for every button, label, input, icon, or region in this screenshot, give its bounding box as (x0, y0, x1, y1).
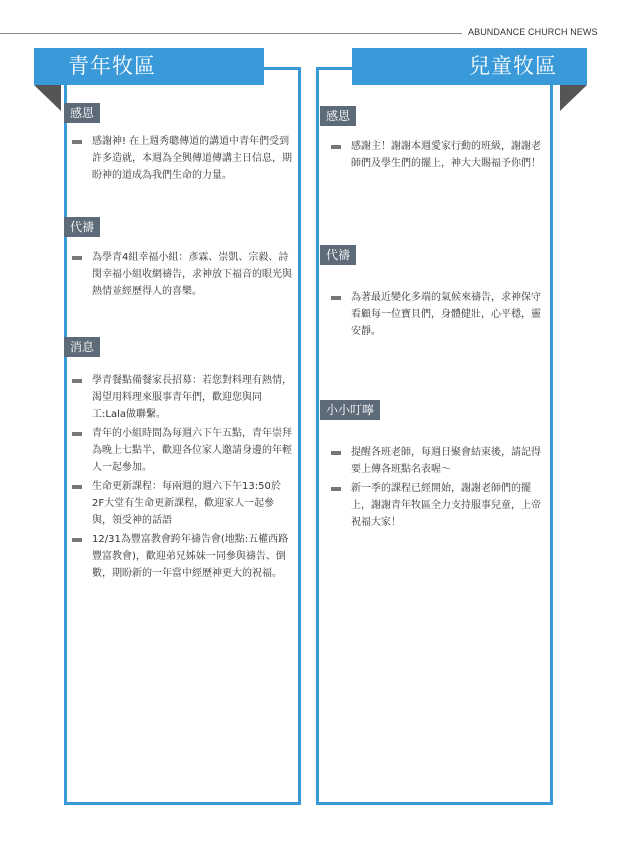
list-item: 學青餐點備餐家長招募：若您對料理有熱情，渴望用料理來服事青年們，歡迎您與同工:Lala做聯繫。 (72, 372, 292, 423)
bullet-icon (331, 487, 341, 491)
youth-news-list (72, 372, 292, 584)
list-item: 12/31為豐富教會跨年禱告會(地點:五權西路豐富教會)，歡迎弟兄姊妹一同參與禱告、倒數，期盼新的一年當中經歷神更大的祝福。 (72, 531, 292, 582)
children-reminder-list (331, 444, 549, 533)
youth-prayer-tag: 代禱 (64, 217, 100, 237)
list-item: 新一季的課程已經開始，謝謝老師們的擺上，謝謝青年牧區全力支持服事兒童，上帝祝福大家！ (331, 480, 549, 531)
youth-banner-title: 青年牧區 (34, 48, 264, 85)
youth-news-tag: 消息 (64, 337, 100, 357)
list-item: 生命更新課程：每兩週的週六下午13:50於2F大堂有生命更新課程，歡迎家人一起參與，領受神的話語 (72, 478, 292, 529)
list-item: 為著最近變化多端的氣候來禱告，求神保守看顧每一位寶貝們，身體健壯，心平穩，靈安靜。 (331, 289, 549, 340)
children-prayer-tag: 代禱 (320, 245, 356, 265)
bullet-icon (72, 432, 82, 436)
bullet-icon (331, 451, 341, 455)
list-item: 青年的小組時間為每週六下午五點，青年崇拜為晚上七點半，歡迎各位家人邀請身邊的年輕人一起參加。 (72, 425, 292, 476)
children-thanks-list (331, 138, 549, 174)
list-item: 感謝主！謝謝本週愛家行動的班級，謝謝老師們及學生們的擺上，神大大賜福予你們！ (331, 138, 549, 172)
bullet-icon (72, 538, 82, 542)
children-reminder-tag: 小小叮嚀 (320, 400, 380, 420)
children-banner-title: 兒童牧區 (352, 48, 587, 85)
children-banner-fold (560, 85, 587, 111)
youth-thanks-tag: 感恩 (64, 103, 100, 123)
children-column (316, 67, 553, 805)
newsletter-title: ABUNDANCE CHURCH NEWS (468, 27, 598, 37)
bullet-icon (331, 145, 341, 149)
bullet-icon (331, 296, 341, 300)
children-thanks-tag: 感恩 (320, 106, 356, 126)
youth-banner-fold (34, 85, 61, 111)
bullet-icon (72, 140, 82, 144)
bullet-icon (72, 379, 82, 383)
youth-prayer-list (72, 249, 292, 302)
bullet-icon (72, 256, 82, 260)
list-item: 為學青4組幸福小組：彥霖、崇凱、宗毅、詩閔幸福小組收網禱告，求神放下福音的眼光與熱情並經歷得人的喜樂。 (72, 249, 292, 300)
list-item: 提醒各班老師，每週日聚會結束後，請記得要上傳各班點名表喔～ (331, 444, 549, 478)
children-prayer-list (331, 289, 549, 342)
header-rule (0, 33, 462, 34)
bullet-icon (72, 485, 82, 489)
list-item: 感謝神! 在上週秀聰傳道的講道中青年們受到許多造就，本週為全興傳道傳講主日信息，期盼神的道成為我們生命的力量。 (72, 133, 292, 184)
youth-thanks-list (72, 133, 292, 186)
